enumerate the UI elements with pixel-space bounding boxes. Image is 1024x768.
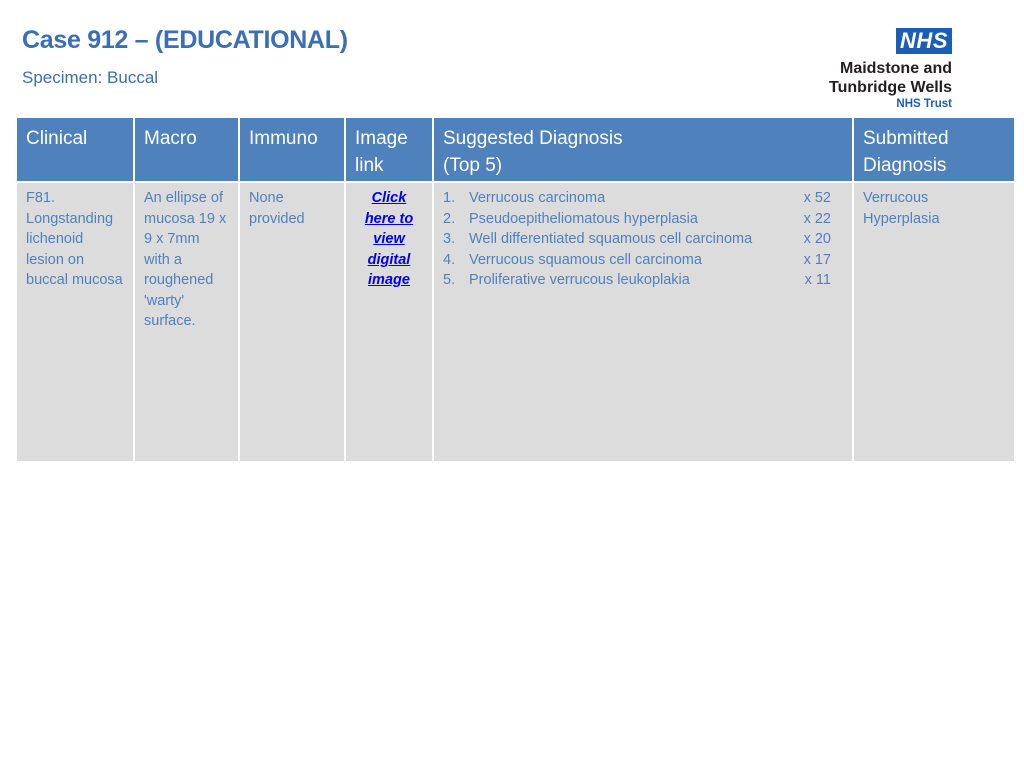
header-clinical: Clinical [17, 118, 133, 181]
diagnosis-rank: 5. [443, 272, 456, 288]
submitted-diagnosis-cell: Verrucous Hyperplasia [854, 183, 1014, 461]
page-title: Case 912 – (EDUCATIONAL) [22, 26, 348, 54]
list-item [443, 270, 843, 291]
header-immuno: Immuno [240, 118, 344, 181]
list-item [443, 229, 843, 250]
immuno-cell: None provided [240, 183, 344, 461]
header-image-link-line1: Image [355, 128, 408, 149]
nhs-badge: NHS [896, 28, 952, 54]
header-submitted-line1: Submitted [863, 128, 949, 149]
digital-image-link[interactable]: Click here to view digital image [364, 190, 414, 288]
nhs-trust-logo [800, 28, 952, 112]
org-name-line1: Maidstone and [839, 60, 952, 77]
header-image-link [346, 118, 432, 181]
suggested-diagnosis-list [443, 188, 843, 291]
suggested-diagnosis-cell [434, 183, 852, 461]
diagnosis-name: Verrucous squamous cell carcinoma [469, 251, 702, 268]
header-suggested-diagnosis [434, 118, 852, 181]
header-macro: Macro [135, 118, 238, 181]
diagnosis-count: x 52 [803, 190, 831, 206]
list-item [443, 209, 843, 230]
diagnosis-name: Pseudoepitheliomatous hyperplasia [469, 210, 698, 227]
specimen-subtitle: Specimen: Buccal [22, 68, 159, 87]
diagnosis-count: x 22 [803, 210, 831, 227]
diagnosis-rank: 3. [443, 231, 456, 247]
case-table [15, 116, 1016, 463]
diagnosis-count: x 17 [803, 251, 831, 268]
diagnosis-rank: 2. [443, 210, 456, 227]
image-link-cell [346, 183, 432, 461]
diagnosis-name: Verrucous carcinoma [469, 190, 606, 206]
table-header-row [17, 118, 1014, 181]
diagnosis-rank: 1. [443, 190, 456, 206]
table-row [17, 183, 1014, 461]
header-submitted-diagnosis [854, 118, 1014, 181]
header-suggested-line2: (Top 5) [443, 155, 503, 176]
list-item [443, 188, 843, 209]
diagnosis-count: x 20 [803, 231, 831, 247]
header-image-link-line2: link [355, 155, 384, 176]
org-trust-label: NHS Trust [896, 98, 952, 110]
clinical-cell: F81. Longstanding lichenoid lesion on buccal mucosa [17, 183, 133, 461]
diagnosis-name: Well differentiated squamous cell carcinoma [469, 231, 753, 247]
diagnosis-rank: 4. [443, 251, 456, 268]
diagnosis-name: Proliferative verrucous leukoplakia [469, 272, 690, 288]
macro-cell: An ellipse of mucosa 19 x 9 x 7mm with a roughened 'warty' surface. [135, 183, 238, 461]
header-submitted-line2: Diagnosis [863, 155, 947, 176]
diagnosis-count: x 11 [804, 272, 831, 288]
list-item [443, 250, 843, 271]
header-suggested-line1: Suggested Diagnosis [443, 128, 623, 149]
org-name-line2: Tunbridge Wells [829, 79, 952, 96]
